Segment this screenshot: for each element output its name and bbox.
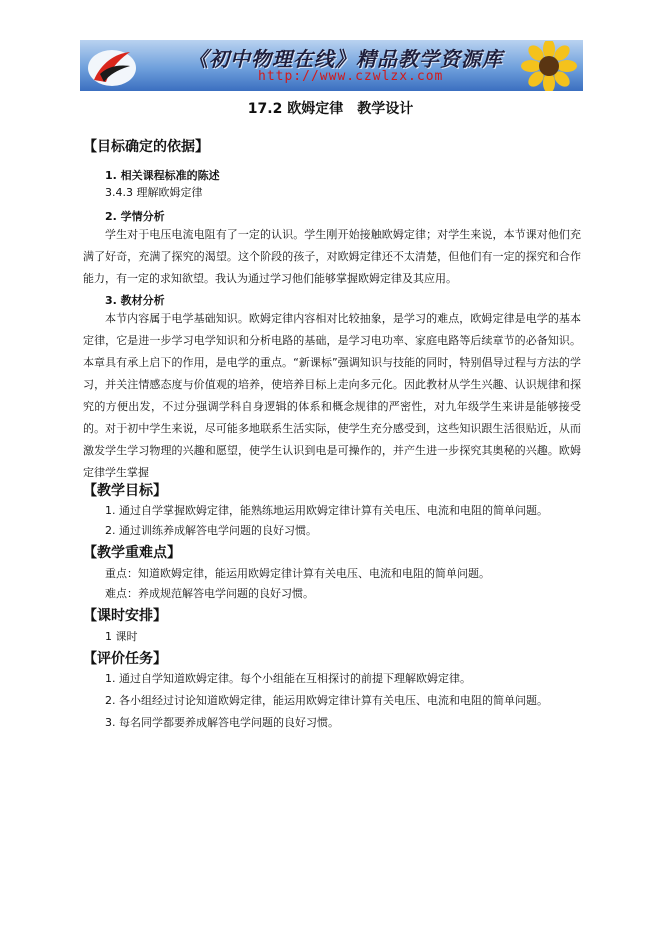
- section-heading-evaluation: 【评价任务】: [83, 651, 167, 667]
- difficult-point: 难点：养成规范解答电学问题的良好习惯。: [105, 587, 314, 600]
- section-heading-schedule: 【课时安排】: [83, 608, 167, 624]
- banner-title: 《初中物理在线》精品教学资源库: [188, 47, 503, 71]
- subheading-textbook-analysis: 3. 教材分析: [105, 294, 165, 307]
- subheading-student-analysis: 2. 学情分析: [105, 210, 165, 223]
- key-point: 重点：知道欧姆定律，能运用欧姆定律计算有关电压、电流和电阻的简单问题。: [105, 567, 490, 580]
- subheading-standards: 1. 相关课程标准的陈述: [105, 169, 220, 182]
- goal-item-2: 2. 通过训练养成解答电学问题的良好习惯。: [105, 524, 317, 537]
- schedule-item: 1 课时: [105, 630, 138, 643]
- section-heading-key-points: 【教学重难点】: [83, 545, 181, 561]
- paragraph-student-analysis: 学生对于电压电流电阻有了一定的认识。学生刚开始接触欧姆定律；对学生来说，本节课对他们充满了好奇，充满了探究的渴望。这个阶段的孩子，对欧姆定律还不太清楚，但他们有一定的探究和合作能力，有一定的求知欲望。我认为通过学习他们能够掌握欧姆定律及其应用。: [83, 228, 581, 285]
- standard-item: 3.4.3 理解欧姆定律: [105, 186, 203, 199]
- section-heading-basis: 【目标确定的依据】: [83, 139, 209, 155]
- page-title: 17.2 欧姆定律 教学设计: [247, 101, 414, 117]
- paragraph-textbook-analysis: 本节内容属于电学基础知识。欧姆定律内容相对比较抽象，是学习的难点，欧姆定律是电学的基本定律，它是进一步学习电学知识和分析电路的基础，是学习电功率、家庭电路等后续章节的必备知识。本章具有承上启下的作用，是电学的重点。“新课标”强调知识与技能的同时，特别倡导过程与方法的学习，并关注情感态度与价值观的培养，使培养目标上走向多元化。因此教材从学生兴趣、认识规律和探究的方便出发，不过分强调学科自身逻辑的体系和概念规律的严密性，对九年级学生来讲是能够接受的。对于初中学生来说，尽可能多地联系生活实际，使学生充分感受到，这些知识跟生活很贴近，从而激发学生学习物理的兴趣和愿望，使学生认识到电是可操作的，并产生进一步探究其奥秘的兴趣。欧姆定律学生掌握: [83, 312, 581, 479]
- evaluation-item-1: 1. 通过自学知道欧姆定律。每个小组能在互相探讨的前提下理解欧姆定律。: [105, 672, 471, 685]
- evaluation-item-2: 2. 各小组经过讨论知道欧姆定律，能运用欧姆定律计算有关电压、电流和电阻的简单问题。: [105, 694, 548, 707]
- evaluation-item-3: 3. 每名同学都要养成解答电学问题的良好习惯。: [105, 716, 339, 729]
- header-banner: [80, 40, 583, 91]
- red-white-swoosh-logo-icon: [86, 44, 138, 88]
- section-heading-goals: 【教学目标】: [83, 483, 167, 499]
- banner-url: http://www.czwlzx.com: [258, 69, 444, 84]
- sunflower-icon: [519, 41, 579, 91]
- goal-item-1: 1. 通过自学掌握欧姆定律，能熟练地运用欧姆定律计算有关电压、电流和电阻的简单问题。: [105, 504, 548, 517]
